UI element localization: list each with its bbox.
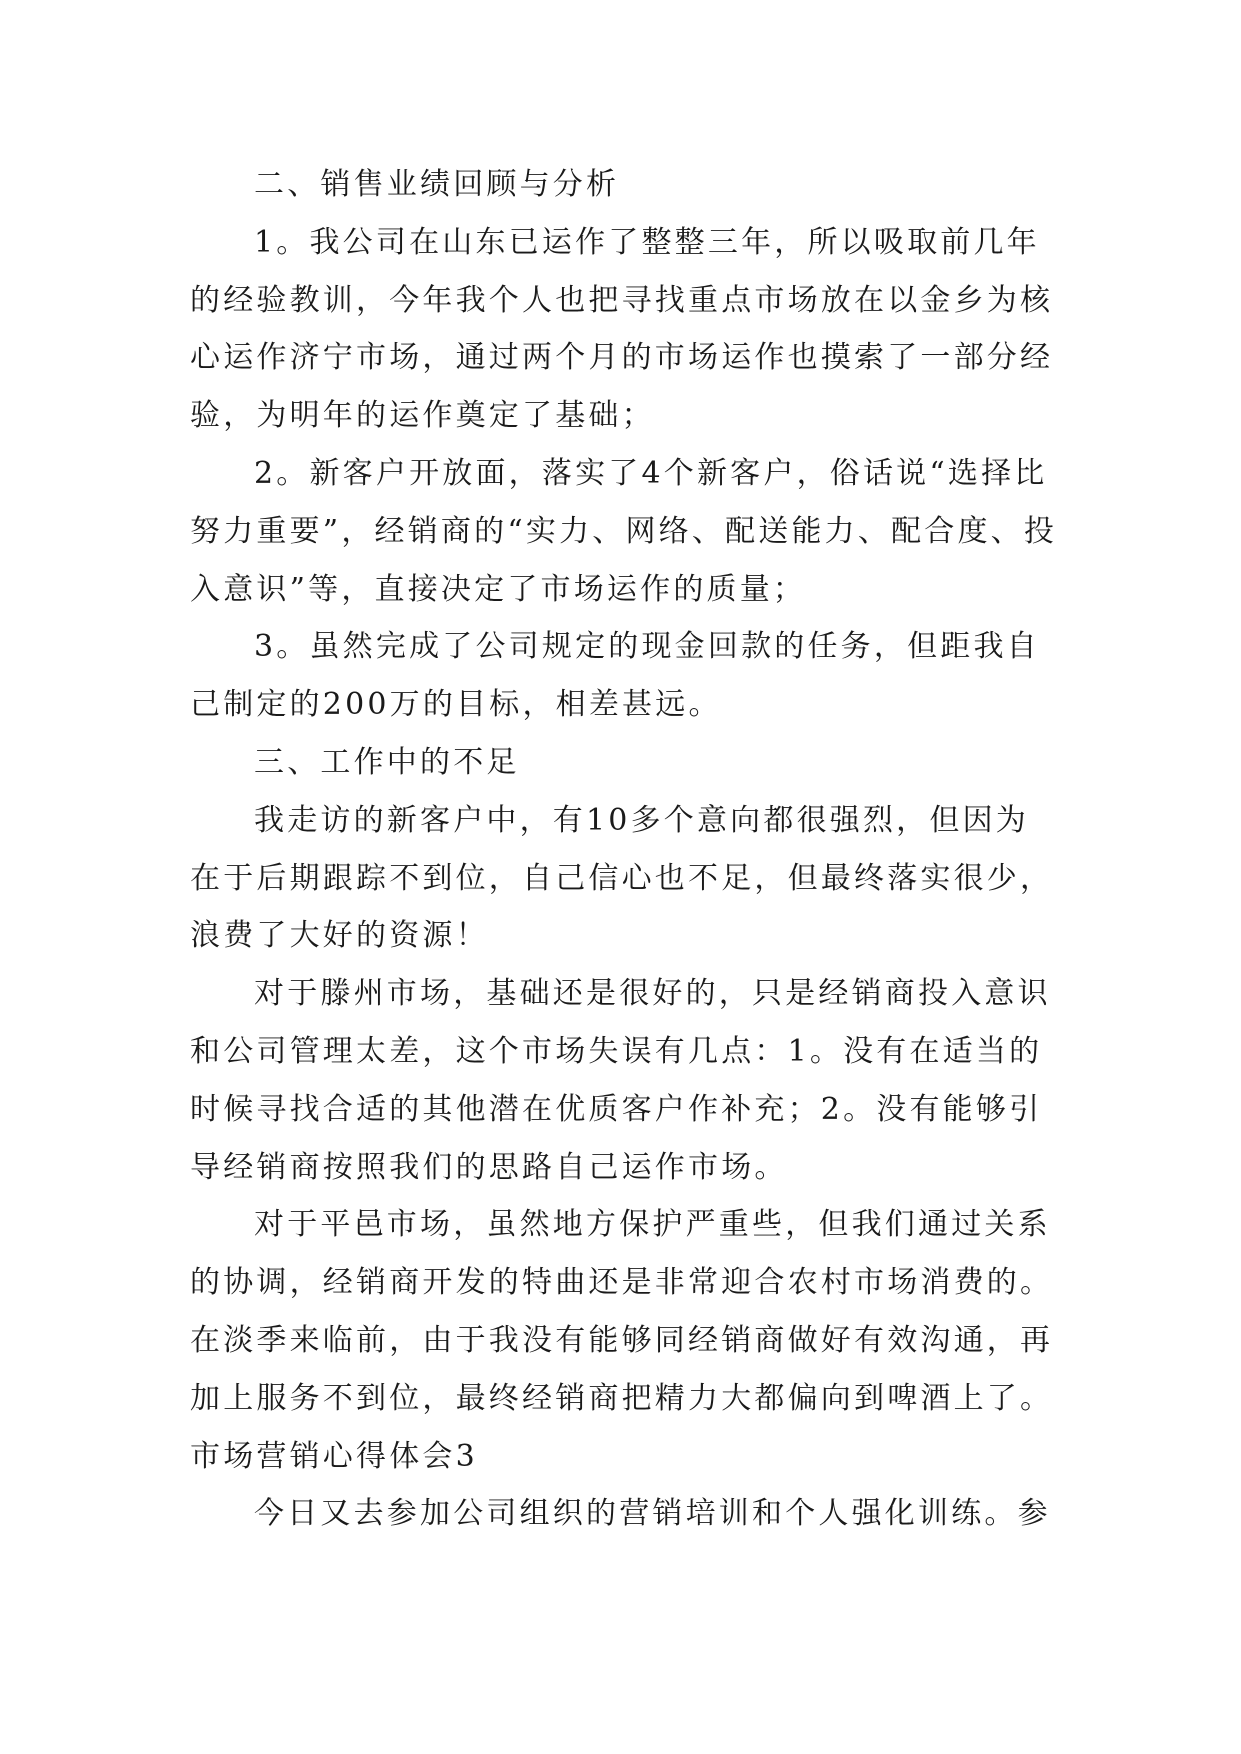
paragraph-point-3: 3。虽然完成了公司规定的现金回款的任务，但距我自己制定的200万的目标，相差甚远。 (190, 629, 1040, 723)
paragraph-tengzhou-market: 对于滕州市场，基础还是很好的，只是经销商投入意识和公司管理太差，这个市场失误有几点：1。没有在适当的时候寻找合适的其他潜在优质客户作补充；2。没有能够引导经销商按照我们的思路自己运作市场。 (190, 976, 1051, 1185)
article-title-3: 市场营销心得体会3 (190, 1438, 478, 1474)
paragraph-pingyi-market: 对于平邑市场，虽然地方保护严重些，但我们通过关系的协调，经销商开发的特曲还是非常迎合农村市场消费的。在淡季来临前，由于我没有能够同经销商做好有效沟通，再加上服务不到位，最终经销商把精力大都偏向到啤酒上了。 (190, 1207, 1054, 1416)
section-heading-shortcomings: 三、工作中的不足 (254, 744, 520, 780)
paragraph-new-clients: 我走访的新客户中，有10多个意向都很强烈，但因为在于后期跟踪不到位，自己信心也不足，但最终落实很少，浪费了大好的资源！ (190, 802, 1054, 954)
paragraph-point-2: 2。新客户开放面，落实了4个新客户，俗话说“选择比努力重要”，经销商的“实力、网络、配送能力、配合度、投入意识”等，直接决定了市场运作的质量； (190, 455, 1058, 607)
paragraph-point-1: 1。我公司在山东已运作了整整三年，所以吸取前几年的经验教训，今年我个人也把寻找重点市场放在以金乡为核心运作济宁市场，通过两个月的市场运作也摸索了一部分经验，为明年的运作奠定了基础； (190, 224, 1054, 434)
paragraph-training-intro: 今日又去参加公司组织的营销培训和个人强化训练。参 (254, 1496, 1051, 1532)
section-heading-sales-review: 二、销售业绩回顾与分析 (254, 167, 620, 202)
document-body (190, 156, 1062, 1543)
